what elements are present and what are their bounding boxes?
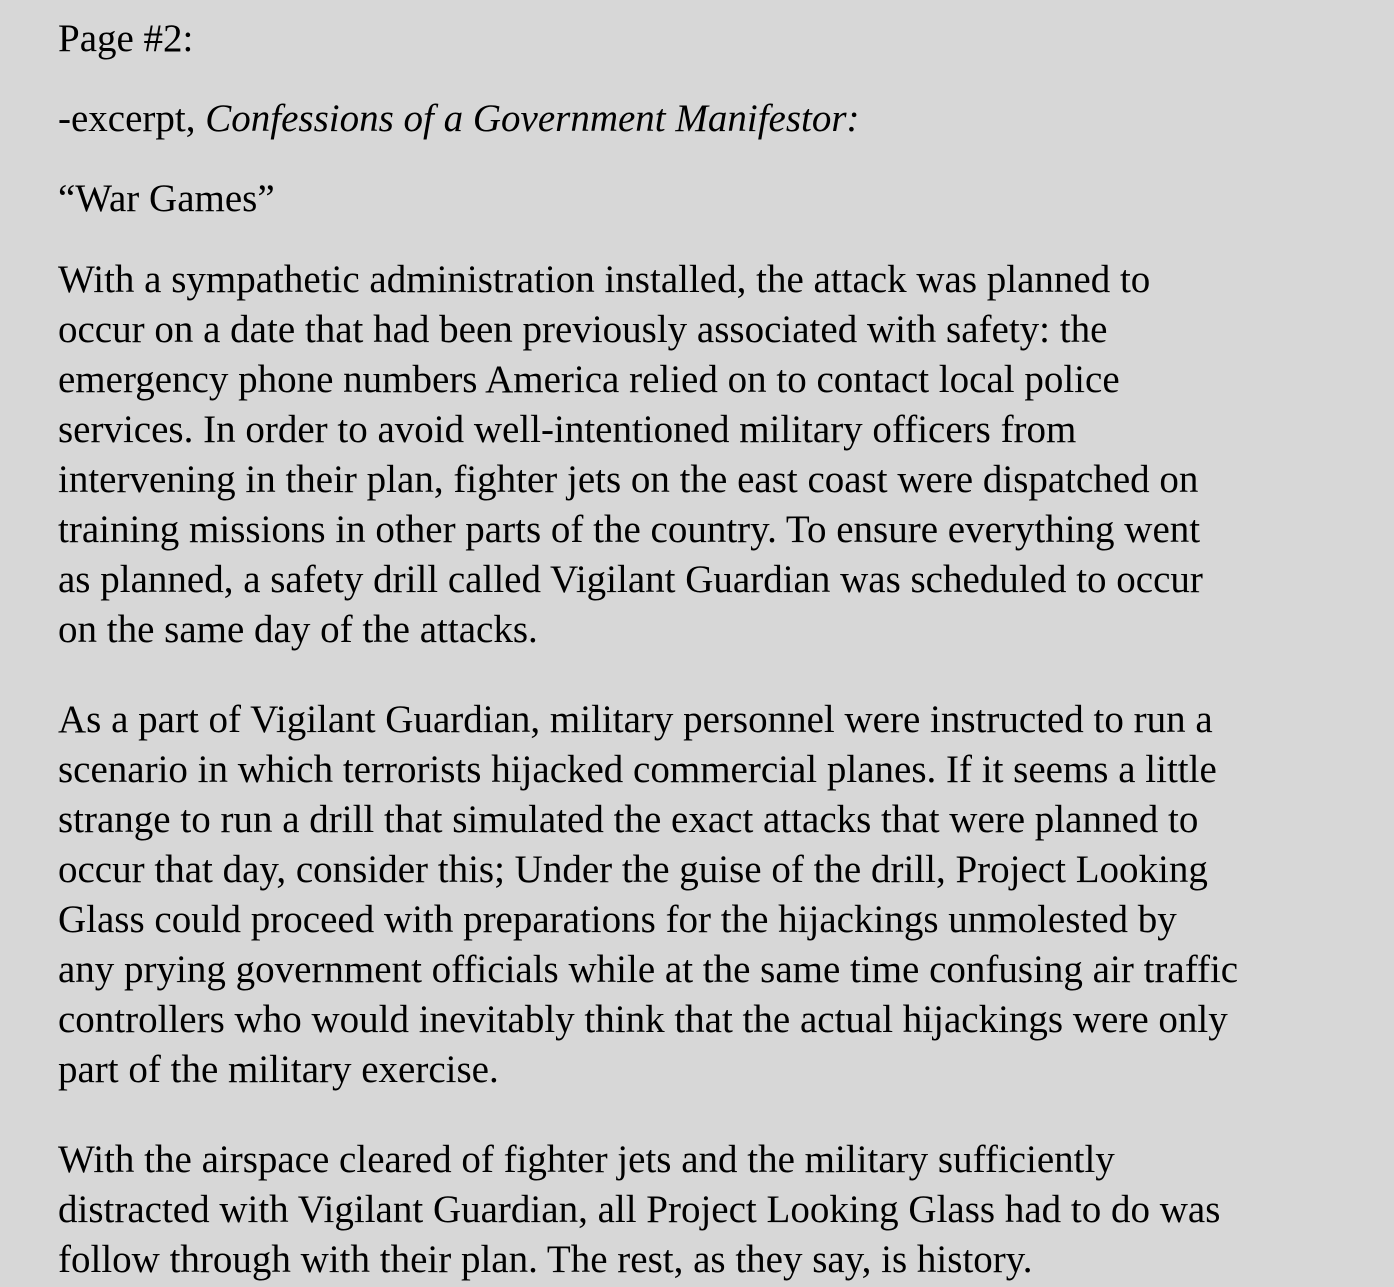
paragraph-2 [58, 695, 1354, 1095]
page-label: Page #2: [58, 17, 194, 60]
paragraph-line: With a sympathetic administration installed, the attack was planned to [58, 258, 1151, 301]
paragraph-line: strange to run a drill that simulated the exact attacks that were planned to [58, 798, 1199, 841]
excerpt-title: Confessions of a Government Manifestor: [205, 97, 860, 140]
paragraph-line: as planned, a safety drill called Vigilant Guardian was scheduled to occur [58, 558, 1203, 601]
excerpt-line [58, 94, 1354, 144]
paragraph-line: With the airspace cleared of fighter jets and the military sufficiently [58, 1138, 1115, 1181]
paragraph-line: services. In order to avoid well-intentioned military officers from [58, 408, 1077, 451]
paragraph-line: on the same day of the attacks. [58, 608, 538, 651]
paragraph-line: emergency phone numbers America relied on to contact local police [58, 358, 1120, 401]
paragraph-line: controllers who would inevitably think that the actual hijackings were only [58, 998, 1228, 1041]
paragraph-line: As a part of Vigilant Guardian, military personnel were instructed to run a [58, 698, 1213, 741]
paragraph-line: follow through with their plan. The rest, as they say, is history. [58, 1238, 1033, 1281]
paragraph-line: any prying government officials while at the same time confusing air traffic [58, 948, 1239, 991]
paragraph-1 [58, 255, 1354, 655]
paragraph-3 [58, 1135, 1354, 1285]
excerpt-prefix: -excerpt, [58, 97, 206, 140]
paragraph-line: intervening in their plan, fighter jets on the east coast were dispatched on [58, 458, 1199, 501]
paragraph-line: occur on a date that had been previously associated with safety: the [58, 308, 1108, 351]
paragraph-line: Glass could proceed with preparations for the hijackings unmolested by [58, 898, 1177, 941]
chapter-title: “War Games” [58, 177, 275, 220]
paragraph-line: occur that day, consider this; Under the guise of the drill, Project Looking [58, 848, 1208, 891]
paragraph-line: scenario in which terrorists hijacked commercial planes. If it seems a little [58, 748, 1217, 791]
paragraph-line: distracted with Vigilant Guardian, all Project Looking Glass had to do was [58, 1188, 1221, 1231]
paragraph-line: part of the military exercise. [58, 1048, 499, 1091]
paragraph-line: training missions in other parts of the country. To ensure everything went [58, 508, 1201, 551]
